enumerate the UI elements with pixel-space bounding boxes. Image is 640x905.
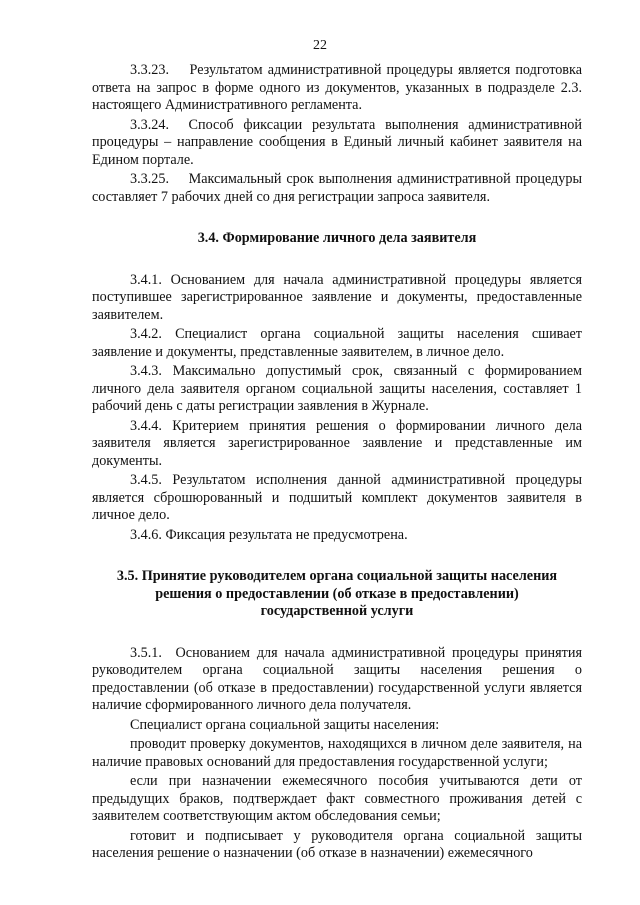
document-body bbox=[92, 62, 582, 865]
section-heading-3-4: 3.4. Формирование личного дела заявителя bbox=[197, 230, 477, 246]
paragraph-3-4-5: 3.4.5. Результатом исполнения данной административной процедуры является сброшюрованный и подшитый комплект документов заявителя в личное дело. bbox=[92, 472, 582, 523]
section-heading-3-5: 3.5. Принятие руководителем органа социальной защиты населения решения о предоставлении (об отказе в предоставлении) государственной услуги bbox=[116, 568, 558, 619]
paragraph-3-4-2: 3.4.2. Специалист органа социальной защиты населения сшивает заявление и документы, представленные заявителем, в личное дело. bbox=[92, 326, 582, 360]
paragraph-children-previous-marriages: если при назначении ежемесячного пособия учитываются дети от предыдущих браков, подтверждает факт совместного проживания детей с заявителем соответствующим актом обследования семьи; bbox=[92, 773, 582, 824]
paragraph-3-3-23: 3.3.23. Результатом административной процедуры является подготовка ответа на запрос в форме одного из документов, указанных в подразделе 2.3. настоящего Административного регламента. bbox=[92, 62, 582, 113]
paragraph-3-3-25: 3.3.25. Максимальный срок выполнения административной процедуры составляет 7 рабочих дней со дня регистрации запроса заявителя. bbox=[92, 171, 582, 205]
paragraph-3-3-24: 3.3.24. Способ фиксации результата выполнения административной процедуры – направление сообщения в Единый личный кабинет заявителя на Едином портале. bbox=[92, 116, 582, 168]
paragraph-3-4-3: 3.4.3. Максимально допустимый срок, связанный с формированием личного дела заявителя органом социальной защиты населения, составляет 1 рабочий день с даты регистрации заявления в Журнале. bbox=[92, 363, 582, 414]
paragraph-specialist-intro: Специалист органа социальной защиты населения: bbox=[130, 716, 440, 733]
page-number: 22 bbox=[313, 38, 327, 53]
paragraph-3-5-1: 3.5.1. Основанием для начала административной процедуры принятия руководителем органа социальной защиты населения решения о предоставлении (об отказе в предоставлении) государственной услуги является наличие сформированного личного дела получателя. bbox=[92, 644, 582, 713]
paragraph-prepare-decision: готовит и подписывает у руководителя органа социальной защиты населения решение о назначении (об отказе в назначении) ежемесячного bbox=[92, 827, 582, 861]
paragraph-check-documents: проводит проверку документов, находящихся в личном деле заявителя, на наличие правовых оснований для предоставления государственной услуги; bbox=[92, 736, 582, 770]
paragraph-3-4-4: 3.4.4. Критерием принятия решения о формировании личного дела заявителя является зарегистрированное заявление и представленные им документы. bbox=[92, 417, 582, 469]
paragraph-3-4-6: 3.4.6. Фиксация результата не предусмотрена. bbox=[130, 526, 408, 543]
paragraph-3-4-1: 3.4.1. Основанием для начала административной процедуры является поступившее зарегистрированное заявление и документы, предоставленные заявителем. bbox=[92, 271, 582, 323]
